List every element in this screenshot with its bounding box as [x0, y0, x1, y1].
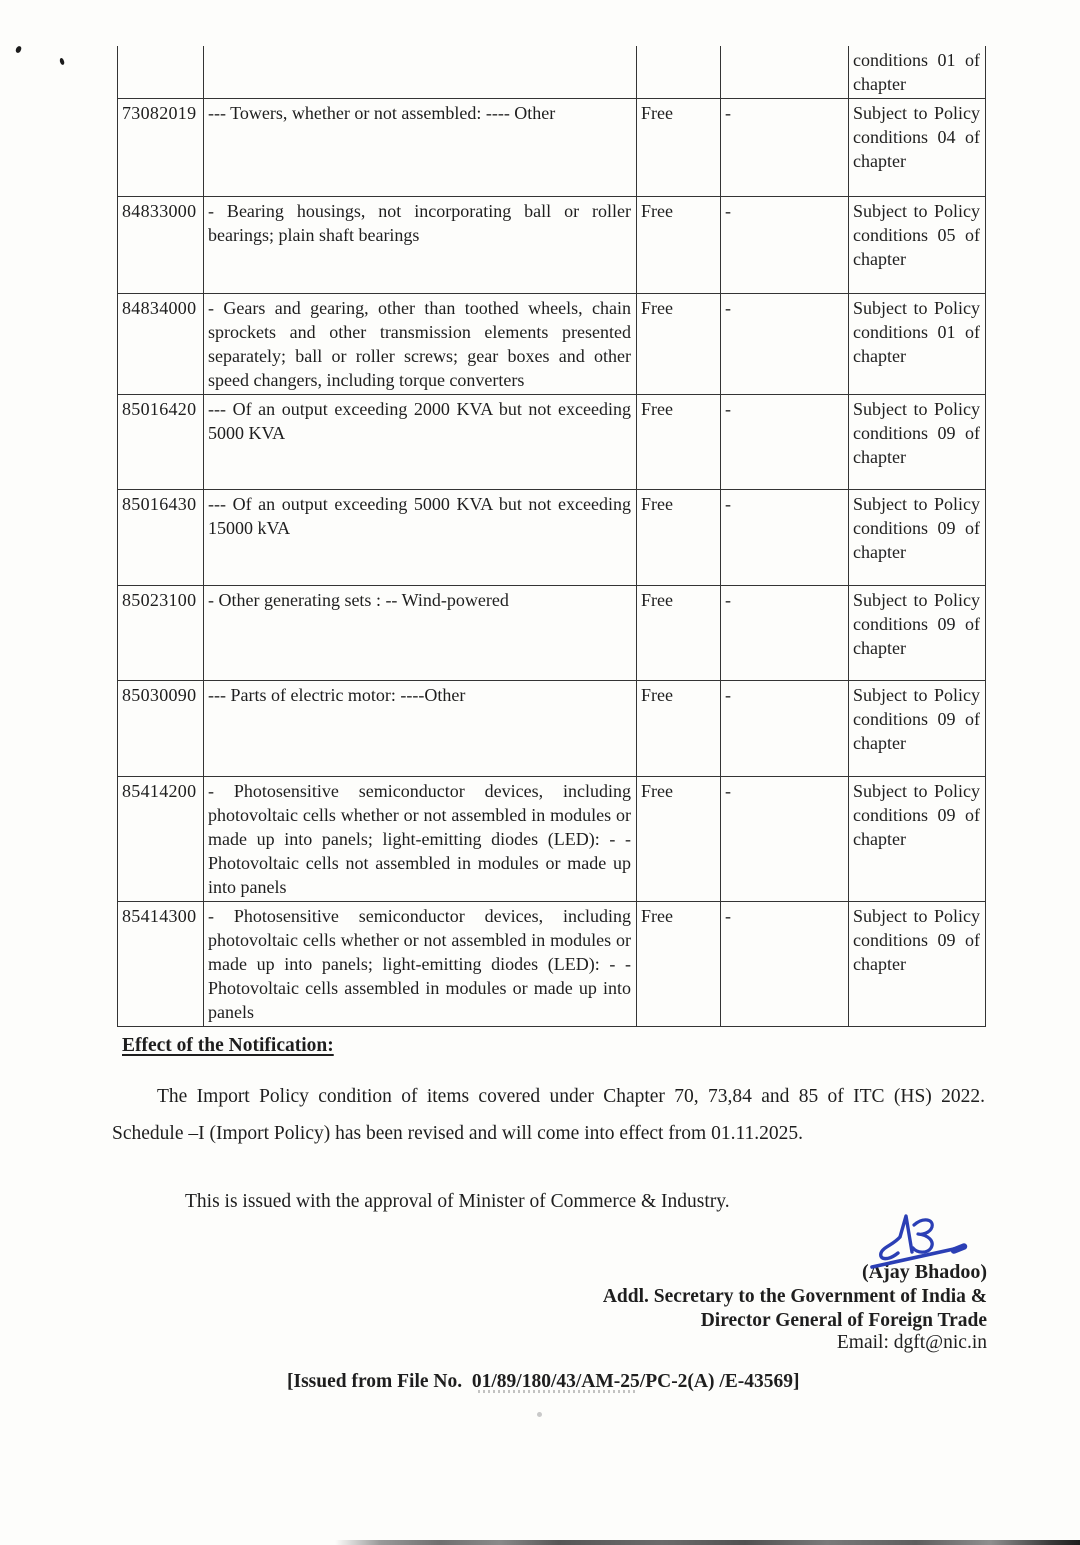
revised-policy-condition-cell: conditions 01 of chapter	[849, 46, 986, 99]
existing-condition-cell	[721, 46, 849, 99]
existing-condition-cell: -	[721, 395, 849, 490]
item-description-cell: - Bearing housings, not incorporating ball or roller bearings; plain shaft bearings	[204, 197, 637, 294]
table-row	[118, 777, 986, 902]
effect-paragraph: The Import Policy condition of items covered under Chapter 70, 73,84 and 85 of ITC (HS) 2022. Schedule –I (Import Policy) has been revised and will come into effect from 01.11.2025.	[112, 1086, 985, 1144]
signature-b-stroke	[913, 1220, 932, 1252]
item-description-cell: - Photosensitive semiconductor devices, including photovoltaic cells whether or not assembled in modules or made up into panels; light-emitting diodes (LED): - - Photovoltaic cells assembled in modules or made up into panels	[204, 902, 637, 1027]
import-policy-cell: Free	[637, 197, 721, 294]
revised-policy-condition-cell: Subject to Policy conditions 04 of chapter	[849, 99, 986, 197]
table-row	[118, 197, 986, 294]
scan-artifact-strip	[335, 1540, 1080, 1545]
ink-speck	[15, 45, 22, 53]
existing-condition-cell: -	[721, 902, 849, 1027]
revised-policy-condition-cell: Subject to Policy conditions 09 of chapter	[849, 395, 986, 490]
hs-code-cell: 85023100	[118, 586, 204, 681]
revised-policy-condition-cell: Subject to Policy conditions 09 of chapter	[849, 490, 986, 586]
signature-a-stroke	[881, 1216, 912, 1259]
revised-policy-condition-cell: Subject to Policy conditions 05 of chapter	[849, 197, 986, 294]
import-policy-cell: Free	[637, 395, 721, 490]
item-description-cell: --- Parts of electric motor: ----Other	[204, 681, 637, 777]
scan-speckle-artifact	[478, 1390, 636, 1393]
signatory-name: (Ajay Bhadoo)	[861, 1261, 987, 1283]
import-policy-cell: Free	[637, 490, 721, 586]
signatory-title-1: Addl. Secretary to the Government of India &	[602, 1286, 987, 1307]
hs-code-cell: 85030090	[118, 681, 204, 777]
existing-condition-cell: -	[721, 681, 849, 777]
existing-condition-cell: -	[721, 777, 849, 902]
table-row	[118, 490, 986, 586]
hs-code-cell: 85016420	[118, 395, 204, 490]
item-description-cell: --- Of an output exceeding 2000 KVA but not exceeding 5000 KVA	[204, 395, 637, 490]
import-policy-cell: Free	[637, 99, 721, 197]
import-policy-table-body	[118, 46, 986, 1027]
hs-code-cell: 85414300	[118, 902, 204, 1027]
file-number-line: [Issued from File No. 01/89/180/43/AM-25/PC-2(A) /E-43569]	[287, 1371, 800, 1392]
signatory-title-2: Director General of Foreign Trade	[700, 1309, 987, 1331]
item-description-cell	[204, 46, 637, 99]
existing-condition-cell: -	[721, 294, 849, 395]
signature-underline-blob	[954, 1247, 964, 1251]
ink-speck	[59, 57, 66, 65]
revised-policy-condition-cell: Subject to Policy conditions 01 of chapter	[849, 294, 986, 395]
import-policy-cell: Free	[637, 777, 721, 902]
item-description-cell: --- Towers, whether or not assembled: ---- Other	[204, 99, 637, 197]
import-policy-cell: Free	[637, 586, 721, 681]
import-policy-cell	[637, 46, 721, 99]
existing-condition-cell: -	[721, 99, 849, 197]
table-row	[118, 902, 986, 1027]
hs-code-cell: 85016430	[118, 490, 204, 586]
import-policy-table	[117, 46, 986, 1027]
import-policy-cell: Free	[637, 681, 721, 777]
hs-code-cell	[118, 46, 204, 99]
approval-line: This is issued with the approval of Minister of Commerce & Industry.	[185, 1191, 730, 1212]
existing-condition-cell: -	[721, 586, 849, 681]
existing-condition-cell: -	[721, 197, 849, 294]
import-policy-cell: Free	[637, 294, 721, 395]
revised-policy-condition-cell: Subject to Policy conditions 09 of chapter	[849, 777, 986, 902]
effect-heading: Effect of the Notification:	[122, 1035, 334, 1056]
table-row	[118, 586, 986, 681]
item-description-cell: --- Of an output exceeding 5000 KVA but not exceeding 15000 kVA	[204, 490, 637, 586]
table-row	[118, 681, 986, 777]
scan-dot-artifact	[537, 1412, 542, 1417]
item-description-cell: - Other generating sets : -- Wind-powered	[204, 586, 637, 681]
table-row	[118, 46, 986, 99]
hs-code-cell: 85414200	[118, 777, 204, 902]
revised-policy-condition-cell: Subject to Policy conditions 09 of chapter	[849, 902, 986, 1027]
table-row	[118, 99, 986, 197]
hs-code-cell: 84834000	[118, 294, 204, 395]
signature	[860, 1203, 975, 1278]
revised-policy-condition-cell: Subject to Policy conditions 09 of chapter	[849, 681, 986, 777]
revised-policy-condition-cell: Subject to Policy conditions 09 of chapter	[849, 586, 986, 681]
import-policy-cell: Free	[637, 902, 721, 1027]
table-row	[118, 395, 986, 490]
hs-code-cell: 73082019	[118, 99, 204, 197]
signatory-email: Email: dgft@nic.in	[836, 1332, 987, 1353]
item-description-cell: - Photosensitive semiconductor devices, including photovoltaic cells whether or not assembled in modules or made up into panels; light-emitting diodes (LED): - - Photovoltaic cells not assembled in modules or made up into panels	[204, 777, 637, 902]
hs-code-cell: 84833000	[118, 197, 204, 294]
existing-condition-cell: -	[721, 490, 849, 586]
table-row	[118, 294, 986, 395]
item-description-cell: - Gears and gearing, other than toothed wheels, chain sprockets and other transmission elements presented separately; ball or roller screws; gear boxes and other speed changers, including torque converters	[204, 294, 637, 395]
